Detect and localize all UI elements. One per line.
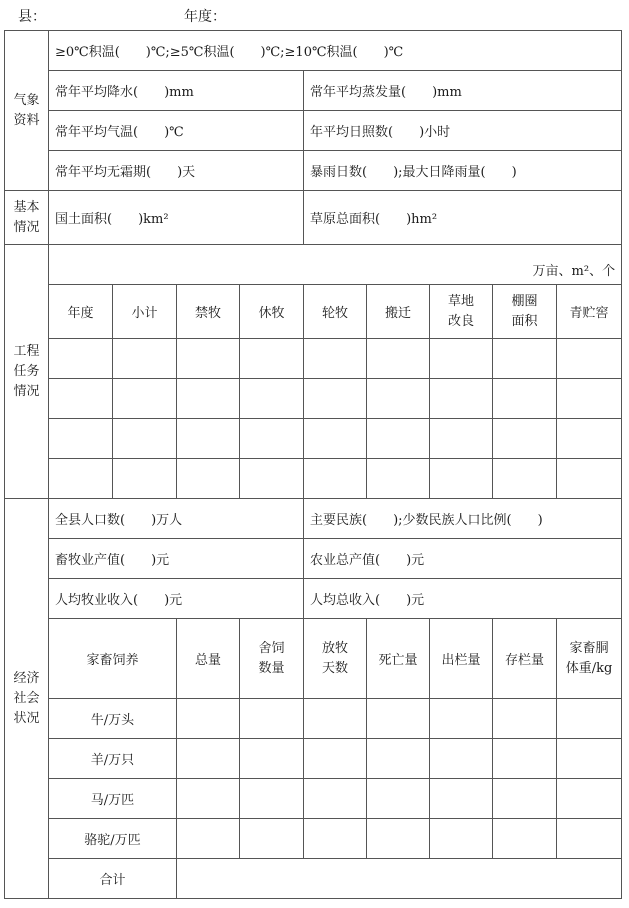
livestock-header-cell: 舍饲数量 [240, 619, 304, 699]
table-cell[interactable] [430, 459, 493, 499]
table-cell[interactable] [493, 459, 557, 499]
project-data-row [5, 419, 622, 459]
section-project-label: 工程任务情况 [5, 245, 49, 499]
table-cell[interactable] [493, 419, 557, 459]
livestock-row-label: 骆驼/万匹 [49, 819, 177, 859]
table-cell[interactable] [557, 739, 622, 779]
table-cell[interactable] [557, 339, 622, 379]
table-cell[interactable] [367, 779, 430, 819]
economy-row-3 [5, 579, 622, 619]
table-cell[interactable] [493, 699, 557, 739]
table-cell[interactable] [240, 459, 304, 499]
year-label: 年度： [184, 9, 226, 25]
livestock-row [5, 819, 622, 859]
climate-row-4 [5, 151, 622, 191]
table-cell[interactable] [430, 379, 493, 419]
land-area-field[interactable]: 国土面积( )km² [49, 191, 304, 245]
table-cell[interactable] [367, 419, 430, 459]
table-cell[interactable] [177, 379, 240, 419]
table-cell[interactable] [430, 819, 493, 859]
table-cell[interactable] [493, 779, 557, 819]
table-cell[interactable] [177, 459, 240, 499]
ethnicity-field[interactable]: 主要民族( );少数民族人口比例( ) [304, 499, 622, 539]
livestock-total-row [5, 859, 622, 899]
project-unit: 万亩、m²、个 [49, 245, 622, 285]
climate-row-1 [5, 31, 622, 71]
livestock-header-cell: 死亡量 [367, 619, 430, 699]
livestock-row [5, 779, 622, 819]
table-cell[interactable] [240, 379, 304, 419]
table-cell[interactable] [240, 739, 304, 779]
rainstorm-field[interactable]: 暴雨日数( );最大日降雨量( ) [304, 151, 622, 191]
table-cell[interactable] [557, 419, 622, 459]
survey-form-table [4, 30, 622, 899]
precip-field[interactable]: 常年平均降水( )mm [49, 71, 304, 111]
project-data-row [5, 339, 622, 379]
herd-income-field[interactable]: 人均牧业收入( )元 [49, 579, 304, 619]
table-cell[interactable] [367, 819, 430, 859]
table-cell[interactable] [557, 699, 622, 739]
climate-row-3 [5, 111, 622, 151]
livestock-row-label: 马/万匹 [49, 779, 177, 819]
project-data-row [5, 379, 622, 419]
table-cell[interactable] [557, 379, 622, 419]
table-cell[interactable] [557, 459, 622, 499]
table-cell[interactable] [113, 339, 177, 379]
table-cell[interactable] [493, 739, 557, 779]
table-cell[interactable] [177, 419, 240, 459]
table-cell[interactable] [493, 379, 557, 419]
livestock-header-cell: 放牧天数 [304, 619, 367, 699]
table-cell[interactable] [304, 819, 367, 859]
table-cell[interactable] [49, 379, 113, 419]
table-cell[interactable] [304, 419, 367, 459]
livestock-header-row [5, 619, 622, 699]
table-cell[interactable] [367, 459, 430, 499]
temp-field[interactable]: 常年平均气温( )℃ [49, 111, 304, 151]
section-economy-label: 经济社会状况 [5, 499, 49, 899]
table-cell[interactable] [304, 339, 367, 379]
table-cell[interactable] [430, 419, 493, 459]
livestock-output-field[interactable]: 畜牧业产值( )元 [49, 539, 304, 579]
livestock-header-cell: 出栏量 [430, 619, 493, 699]
livestock-total-label: 合计 [49, 859, 177, 899]
table-cell[interactable] [304, 739, 367, 779]
project-header-cell: 小计 [113, 285, 177, 339]
livestock-row-label: 羊/万只 [49, 739, 177, 779]
table-cell[interactable] [430, 779, 493, 819]
form-header [16, 4, 616, 26]
section-basic-label: 基本情况 [5, 191, 49, 245]
table-cell[interactable] [367, 339, 430, 379]
table-cell[interactable] [49, 419, 113, 459]
economy-row-2 [5, 539, 622, 579]
project-header-cell: 禁牧 [177, 285, 240, 339]
project-header-cell: 轮牧 [304, 285, 367, 339]
economy-row-1 [5, 499, 622, 539]
table-cell[interactable] [557, 819, 622, 859]
table-cell[interactable] [304, 459, 367, 499]
total-income-field[interactable]: 人均总收入( )元 [304, 579, 622, 619]
agri-output-field[interactable]: 农业总产值( )元 [304, 539, 622, 579]
table-cell[interactable] [240, 779, 304, 819]
table-cell[interactable] [177, 739, 240, 779]
table-cell[interactable] [113, 379, 177, 419]
table-cell[interactable] [430, 339, 493, 379]
livestock-row [5, 739, 622, 779]
table-cell[interactable] [557, 779, 622, 819]
accum-temp-field[interactable]: ≥0℃积温( )℃;≥5℃积温( )℃;≥10℃积温( )℃ [49, 31, 622, 71]
table-cell[interactable] [240, 699, 304, 739]
table-cell[interactable] [367, 739, 430, 779]
project-header-cell: 草地改良 [430, 285, 493, 339]
basic-row [5, 191, 622, 245]
table-cell[interactable] [367, 699, 430, 739]
project-header-cell: 休牧 [240, 285, 304, 339]
grassland-area-field[interactable]: 草原总面积( )hm² [304, 191, 622, 245]
county-label: 县： [18, 9, 46, 25]
table-cell[interactable] [177, 699, 240, 739]
table-cell[interactable] [240, 419, 304, 459]
table-cell[interactable] [177, 779, 240, 819]
table-cell[interactable] [304, 779, 367, 819]
table-cell[interactable] [49, 339, 113, 379]
livestock-row [5, 699, 622, 739]
livestock-header-cell: 家畜胴体重/kg [557, 619, 622, 699]
section-climate-label: 气象资料 [5, 31, 49, 191]
table-cell[interactable] [493, 339, 557, 379]
climate-row-2 [5, 71, 622, 111]
table-cell[interactable] [430, 739, 493, 779]
population-field[interactable]: 全县人口数( )万人 [49, 499, 304, 539]
evap-field[interactable]: 常年平均蒸发量( )mm [304, 71, 622, 111]
project-header-row [5, 285, 622, 339]
table-cell[interactable] [304, 699, 367, 739]
table-cell[interactable] [49, 459, 113, 499]
total-merged-cell[interactable] [177, 859, 622, 899]
project-unit-row [5, 245, 622, 285]
table-cell[interactable] [240, 819, 304, 859]
table-cell[interactable] [113, 459, 177, 499]
livestock-row-label: 牛/万头 [49, 699, 177, 739]
project-data-row [5, 459, 622, 499]
project-header-cell: 年度 [49, 285, 113, 339]
table-cell[interactable] [367, 379, 430, 419]
frost-free-field[interactable]: 常年平均无霜期( )天 [49, 151, 304, 191]
table-cell[interactable] [304, 379, 367, 419]
livestock-header-cell: 存栏量 [493, 619, 557, 699]
livestock-header-cell: 家畜饲养 [49, 619, 177, 699]
project-header-cell: 棚圈面积 [493, 285, 557, 339]
table-cell[interactable] [177, 819, 240, 859]
project-header-cell: 搬迁 [367, 285, 430, 339]
table-cell[interactable] [177, 339, 240, 379]
table-cell[interactable] [430, 699, 493, 739]
table-cell[interactable] [240, 339, 304, 379]
livestock-header-cell: 总量 [177, 619, 240, 699]
project-header-cell: 青贮窖 [557, 285, 622, 339]
table-cell[interactable] [113, 419, 177, 459]
table-cell[interactable] [493, 819, 557, 859]
sunshine-field[interactable]: 年平均日照数( )小时 [304, 111, 622, 151]
